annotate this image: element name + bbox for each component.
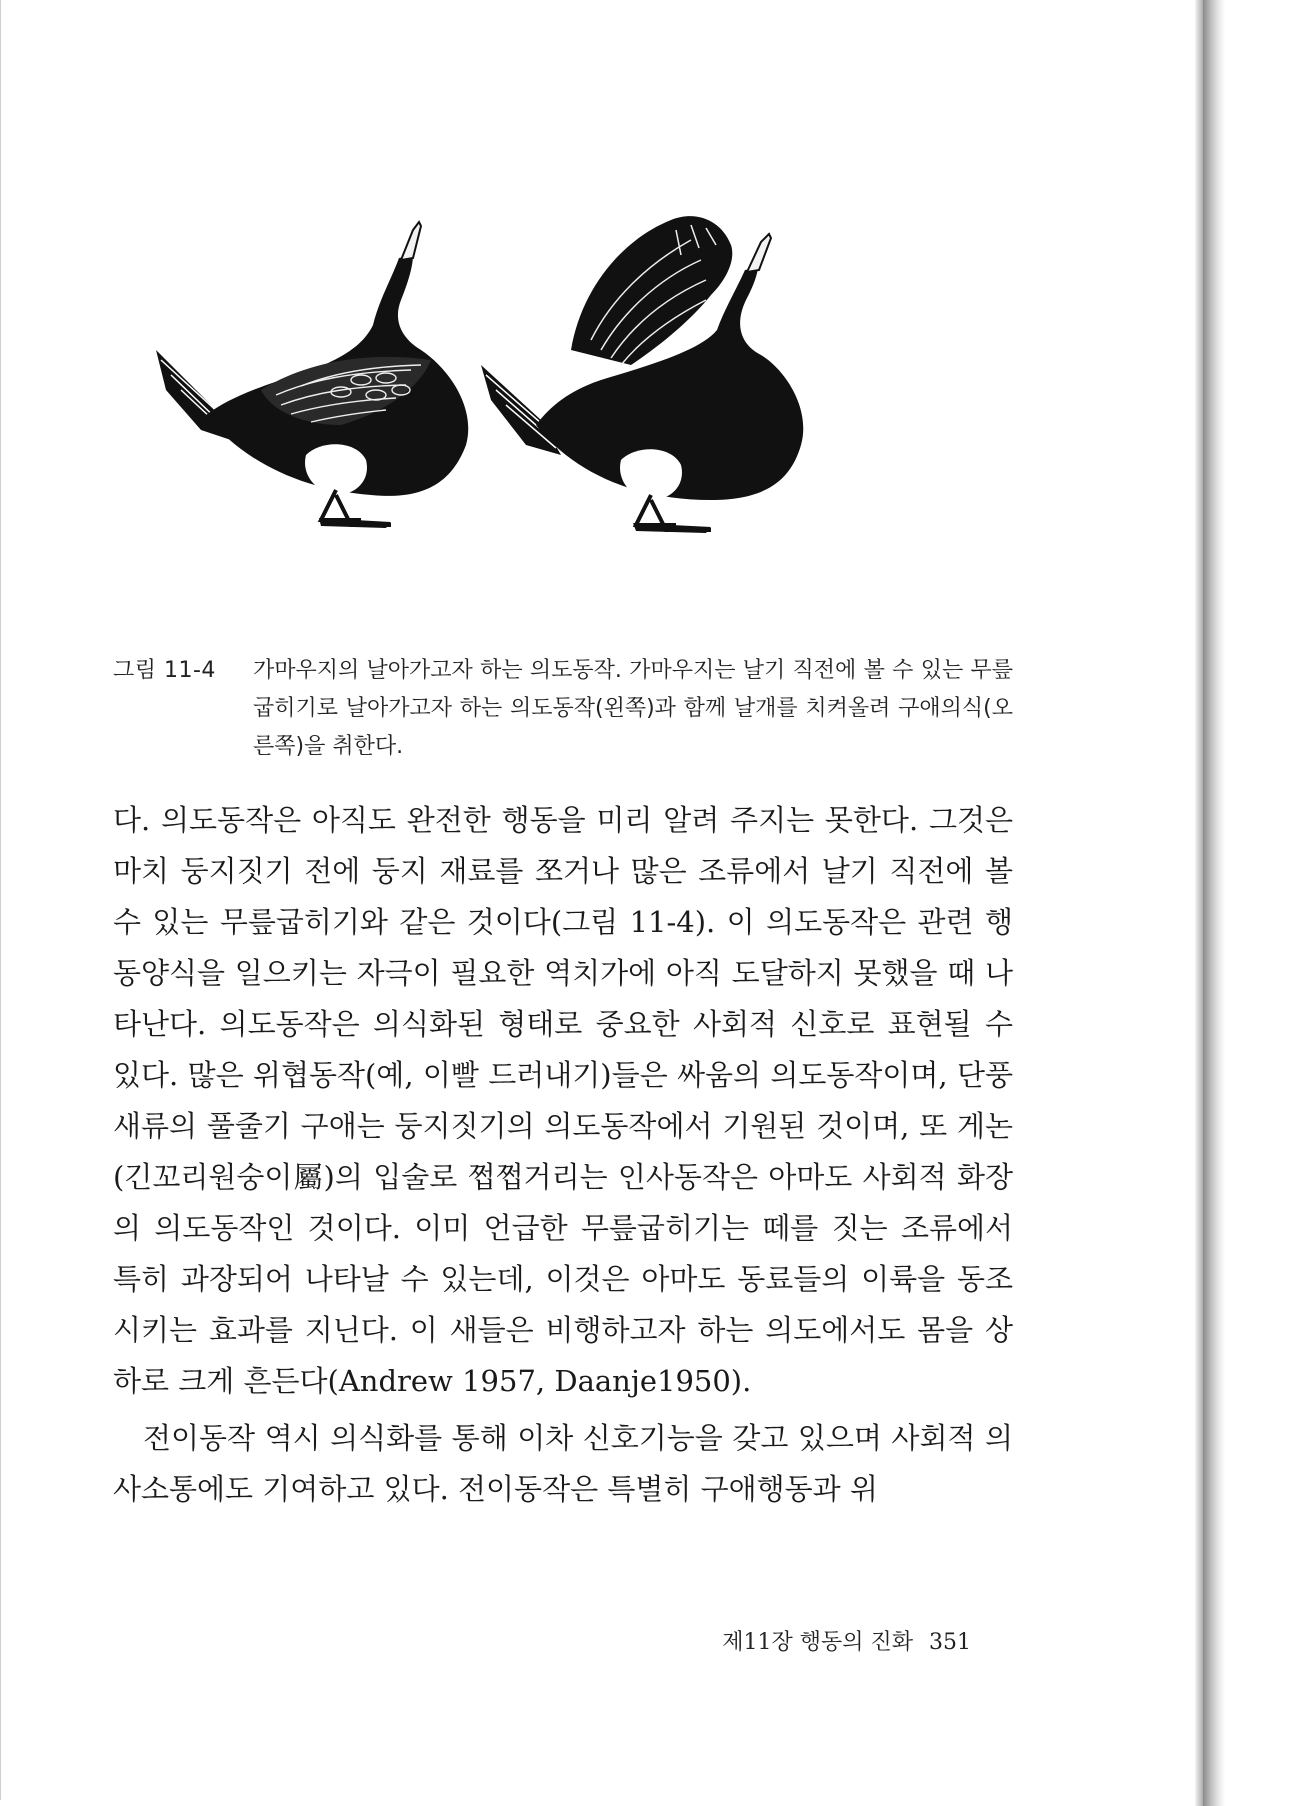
caption-label: 그림 11-4 xyxy=(113,658,216,683)
body-text xyxy=(113,795,1013,1515)
page-number: 351 xyxy=(929,1630,971,1655)
paragraph: 전이동작 역시 의식화를 통해 이차 신호기능을 갖고 있으며 사회적 의사소통에도 기여하고 있다. 전이동작은 특별히 구애행동과 위 xyxy=(113,1421,1013,1506)
right-cormorant-figure xyxy=(481,216,803,533)
running-head-chapter: 제11장 행동의 진화 xyxy=(722,1630,913,1655)
paragraph: 다. 의도동작은 아직도 완전한 행동을 미리 알려 주지는 못한다. 그것은 마치 둥지짓기 전에 둥지 재료를 쪼거나 많은 조류에서 날기 직전에 볼 수 있는 무릎굽히기와 같은 것이다(그림 11-4). 이 의도동작은 관련 행동양식을 일으키는 자극이 필요한 역치가에 아직 도달하지 못했을 때 나타난다. 의도동작은 의식화된 형태로 중요한 사회적 신호로 표현될 수 있다. 많은 위협동작(예, 이빨 드러내기)들은 싸움의 의도동작이며, 단풍새류의 풀줄기 구애는 둥지짓기의 의도동작에서 기원된 것이며, 또 게논(긴꼬리원숭이屬)의 입술로 쩝쩝거리는 인사동작은 아마도 사회적 화장의 의도동작인 것이다. 이미 언급한 무릎굽히기는 떼를 짓는 조류에서 특히 과장되어 나타날 수 있는데, 이것은 아마도 동료들의 이륙을 동조시키는 효과를 지닌다. 이 새들은 비행하고자 하는 의도에서도 몸을 상하로 크게 흔든다(Andrew 1957, Daanje1950). xyxy=(113,803,1013,1398)
left-cormorant-figure xyxy=(156,222,468,528)
page-shadow xyxy=(1203,0,1225,1806)
page-footer xyxy=(701,1625,971,1656)
caption-text: 가마우지의 날아가고자 하는 의도동작. 가마우지는 날기 직전에 볼 수 있는 무릎굽히기로 날아가고자 하는 의도동작(왼쪽)과 함께 날개를 치켜올려 구애의식(오른쪽)을 취한다. xyxy=(253,658,1013,759)
cormorant-illustration xyxy=(151,200,1051,640)
